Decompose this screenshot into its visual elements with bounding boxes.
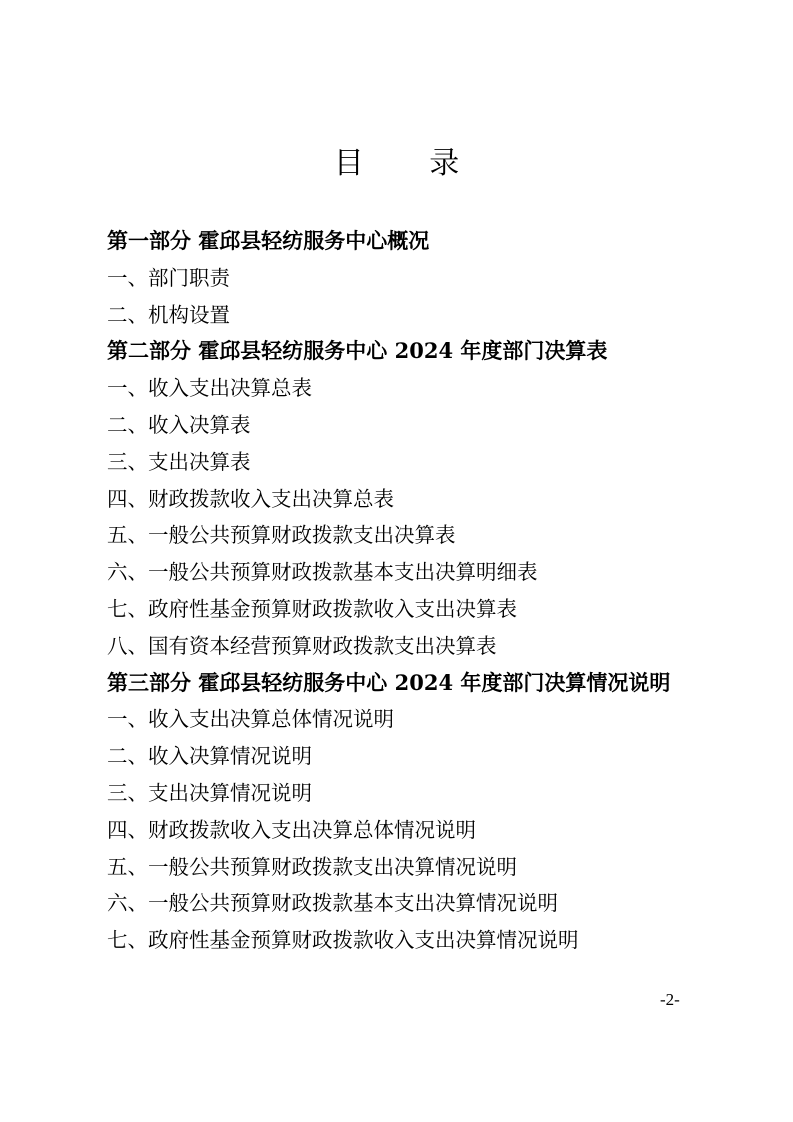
toc-item: 一、收入支出决算总体情况说明 [107, 707, 394, 732]
page-number: -2- [660, 990, 680, 1009]
table-of-contents [107, 223, 707, 959]
toc-item: 八、国有资本经营预算财政拨款支出决算表 [107, 633, 497, 658]
toc-item: 五、一般公共预算财政拨款支出决算情况说明 [107, 854, 517, 879]
toc-item: 一、收入支出决算总表 [107, 376, 312, 401]
toc-part-2: 第二部分 霍邱县轻纺服务中心 2024 年度部门决算表 [107, 338, 608, 364]
toc-item: 二、机构设置 [107, 302, 230, 327]
toc-item: 四、财政拨款收入支出决算总体情况说明 [107, 817, 476, 842]
toc-item: 三、支出决算表 [107, 449, 251, 474]
toc-item: 五、一般公共预算财政拨款支出决算表 [107, 523, 456, 548]
toc-item: 七、政府性基金预算财政拨款收入支出决算情况说明 [107, 928, 579, 953]
page-title: 目 录 [333, 146, 488, 181]
toc-item: 六、一般公共预算财政拨款基本支出决算情况说明 [107, 891, 558, 916]
toc-item: 二、收入决算表 [107, 412, 251, 437]
toc-item: 三、支出决算情况说明 [107, 780, 312, 805]
toc-part-1: 第一部分 霍邱县轻纺服务中心概况 [107, 228, 430, 253]
toc-item: 二、收入决算情况说明 [107, 744, 312, 769]
toc-item: 六、一般公共预算财政拨款基本支出决算明细表 [107, 560, 538, 585]
toc-item: 四、财政拨款收入支出决算总表 [107, 486, 394, 511]
toc-item: 七、政府性基金预算财政拨款收入支出决算表 [107, 596, 517, 621]
toc-item: 一、部门职责 [107, 265, 230, 290]
toc-part-3: 第三部分 霍邱县轻纺服务中心 2024 年度部门决算情况说明 [107, 669, 671, 695]
